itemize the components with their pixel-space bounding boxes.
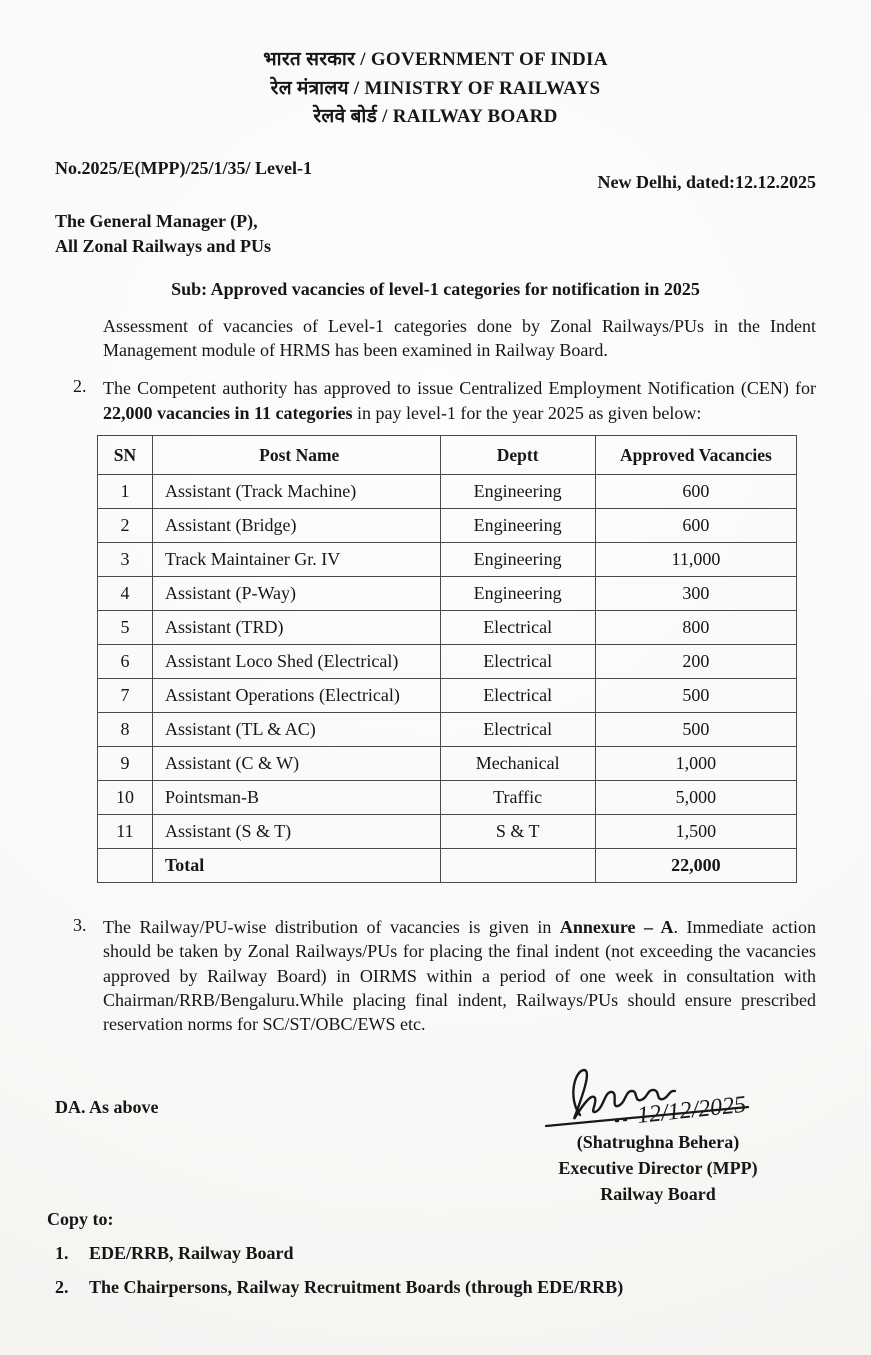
cell-post: Assistant (P-Way) <box>152 577 440 611</box>
reference-number: No.2025/E(MPP)/25/1/35/ Level-1 <box>55 157 312 178</box>
letterhead-line-board: रेलवे बोर्ड / RAILWAY BOARD <box>313 106 558 127</box>
table-row <box>98 713 797 747</box>
copy-item-number: 1. <box>55 1242 69 1263</box>
cell-sn: 11 <box>98 815 153 849</box>
table-row <box>98 611 797 645</box>
signature-section <box>55 1063 816 1207</box>
header-approved-vacancies: Approved Vacancies <box>595 436 796 475</box>
cell-deptt: Mechanical <box>440 747 595 781</box>
copy-to-block <box>47 1208 816 1298</box>
subject-line: Sub: Approved vacancies of level-1 categories for notification in 2025 <box>171 278 700 299</box>
table-header-row <box>98 436 797 475</box>
cell-sn: 2 <box>98 509 153 543</box>
signatory-designation: Executive Director (MPP) <box>558 1157 758 1178</box>
cell-vacancies: 600 <box>595 475 796 509</box>
cell-sn: 7 <box>98 679 153 713</box>
cell-sn: 3 <box>98 543 153 577</box>
signature-scribble <box>538 1063 778 1135</box>
header-sn: SN <box>98 436 153 475</box>
cell-post: Assistant (TRD) <box>152 611 440 645</box>
paragraph-number: 3. <box>73 915 87 936</box>
cell-deptt: Electrical <box>440 713 595 747</box>
addressee-line-2: All Zonal Railways and PUs <box>55 235 272 256</box>
cell-deptt-empty <box>440 849 595 883</box>
paragraph-distribution-text <box>103 915 816 1036</box>
copy-to-label: Copy to: <box>47 1208 114 1229</box>
table-row <box>98 475 797 509</box>
header-post-name: Post Name <box>152 436 440 475</box>
copy-item-text: EDE/RRB, Railway Board <box>89 1242 294 1263</box>
header-deptt: Deptt <box>440 436 595 475</box>
signatory-name: (Shatrughna Behera) <box>576 1131 740 1152</box>
table-row <box>98 645 797 679</box>
table-total-row <box>98 849 797 883</box>
cell-post: Assistant Loco Shed (Electrical) <box>152 645 440 679</box>
signatory-office: Railway Board <box>600 1183 716 1204</box>
letterhead <box>55 46 816 132</box>
copy-to-item <box>55 1277 816 1298</box>
table-row <box>98 577 797 611</box>
enclosure-note: DA. As above <box>55 1096 159 1117</box>
cell-deptt: S & T <box>440 815 595 849</box>
table-row <box>98 509 797 543</box>
cell-sn: 9 <box>98 747 153 781</box>
addressee-block <box>55 209 816 259</box>
cell-sn: 8 <box>98 713 153 747</box>
cell-sn: 5 <box>98 611 153 645</box>
cell-vacancies: 600 <box>595 509 796 543</box>
place-and-date: New Delhi, dated:12.12.2025 <box>597 171 816 192</box>
letterhead-line-ministry: रेल मंत्रालय / MINISTRY OF RAILWAYS <box>270 77 601 99</box>
cen-text-bold: 22,000 vacancies in 11 categories <box>103 402 353 423</box>
cell-vacancies: 200 <box>595 645 796 679</box>
cell-vacancies: 1,500 <box>595 815 796 849</box>
paragraph-assessment: Assessment of vacancies of Level-1 categories done by Zonal Railways/PUs in the Indent Management module of HRMS has been examined in Railway Board. <box>103 315 816 361</box>
paragraph-number: 2. <box>73 376 87 397</box>
copy-item-text: The Chairpersons, Railway Recruitment Boards (through EDE/RRB) <box>89 1276 624 1297</box>
cell-post: Pointsman-B <box>152 781 440 815</box>
cell-sn-empty <box>98 849 153 883</box>
table-row <box>98 679 797 713</box>
distribution-text-bold: Annexure – A <box>559 917 674 938</box>
copy-to-item <box>55 1243 816 1264</box>
cen-text-post: in pay level-1 for the year 2025 as given below: <box>352 402 702 423</box>
cell-post: Assistant (Track Machine) <box>152 475 440 509</box>
cell-post: Assistant Operations (Electrical) <box>152 679 440 713</box>
cell-total-value: 22,000 <box>595 849 796 883</box>
cell-vacancies: 800 <box>595 611 796 645</box>
cen-text-pre: The Competent authority has approved to issue Centralized Employment Notification (CEN) for <box>103 378 816 399</box>
copy-item-number: 2. <box>55 1276 69 1297</box>
cell-deptt: Engineering <box>440 509 595 543</box>
table-row <box>98 747 797 781</box>
paragraph-cen-text <box>103 376 816 425</box>
cell-vacancies: 5,000 <box>595 781 796 815</box>
cell-vacancies: 1,000 <box>595 747 796 781</box>
paragraph-cen-approval <box>55 376 816 425</box>
signature-block <box>508 1063 808 1207</box>
paragraph-distribution <box>55 915 816 1036</box>
cell-deptt: Electrical <box>440 645 595 679</box>
cell-deptt: Electrical <box>440 611 595 645</box>
table-row <box>98 781 797 815</box>
table-row <box>98 543 797 577</box>
cell-post: Assistant (S & T) <box>152 815 440 849</box>
cell-deptt: Engineering <box>440 543 595 577</box>
cell-sn: 1 <box>98 475 153 509</box>
distribution-text-pre: The Railway/PU-wise distribution of vacancies is given in <box>103 917 560 938</box>
cell-vacancies: 11,000 <box>595 543 796 577</box>
cell-vacancies: 500 <box>595 679 796 713</box>
table-row <box>98 815 797 849</box>
distribution-text-post: . Immediate action should be taken by Zonal Railways/PUs for placing the final indent (not exceeding the vacancies approved by Railway Board) in OIRMS within a period of one week in consultation with Chairman/RRB/Bengaluru.While placing final indent, Railways/PUs should ensure prescribed reservation norms for SC/ST/OBC/EWS etc. <box>103 917 816 1035</box>
cell-deptt: Engineering <box>440 577 595 611</box>
cell-deptt: Electrical <box>440 679 595 713</box>
addressee-line-1: The General Manager (P), <box>55 210 258 231</box>
cell-sn: 6 <box>98 645 153 679</box>
cell-vacancies: 300 <box>595 577 796 611</box>
cell-post: Assistant (Bridge) <box>152 509 440 543</box>
cell-post: Assistant (C & W) <box>152 747 440 781</box>
letterhead-line-government: भारत सरकार / GOVERNMENT OF INDIA <box>263 49 608 70</box>
cell-sn: 4 <box>98 577 153 611</box>
cell-post: Track Maintainer Gr. IV <box>152 543 440 577</box>
cell-deptt: Engineering <box>440 475 595 509</box>
cell-total-label: Total <box>152 849 440 883</box>
reference-row <box>55 158 816 193</box>
cell-deptt: Traffic <box>440 781 595 815</box>
vacancies-table <box>97 435 797 883</box>
cell-vacancies: 500 <box>595 713 796 747</box>
cell-sn: 10 <box>98 781 153 815</box>
signature-handwritten-date: 12/12/2025 <box>635 1091 748 1129</box>
cell-post: Assistant (TL & AC) <box>152 713 440 747</box>
